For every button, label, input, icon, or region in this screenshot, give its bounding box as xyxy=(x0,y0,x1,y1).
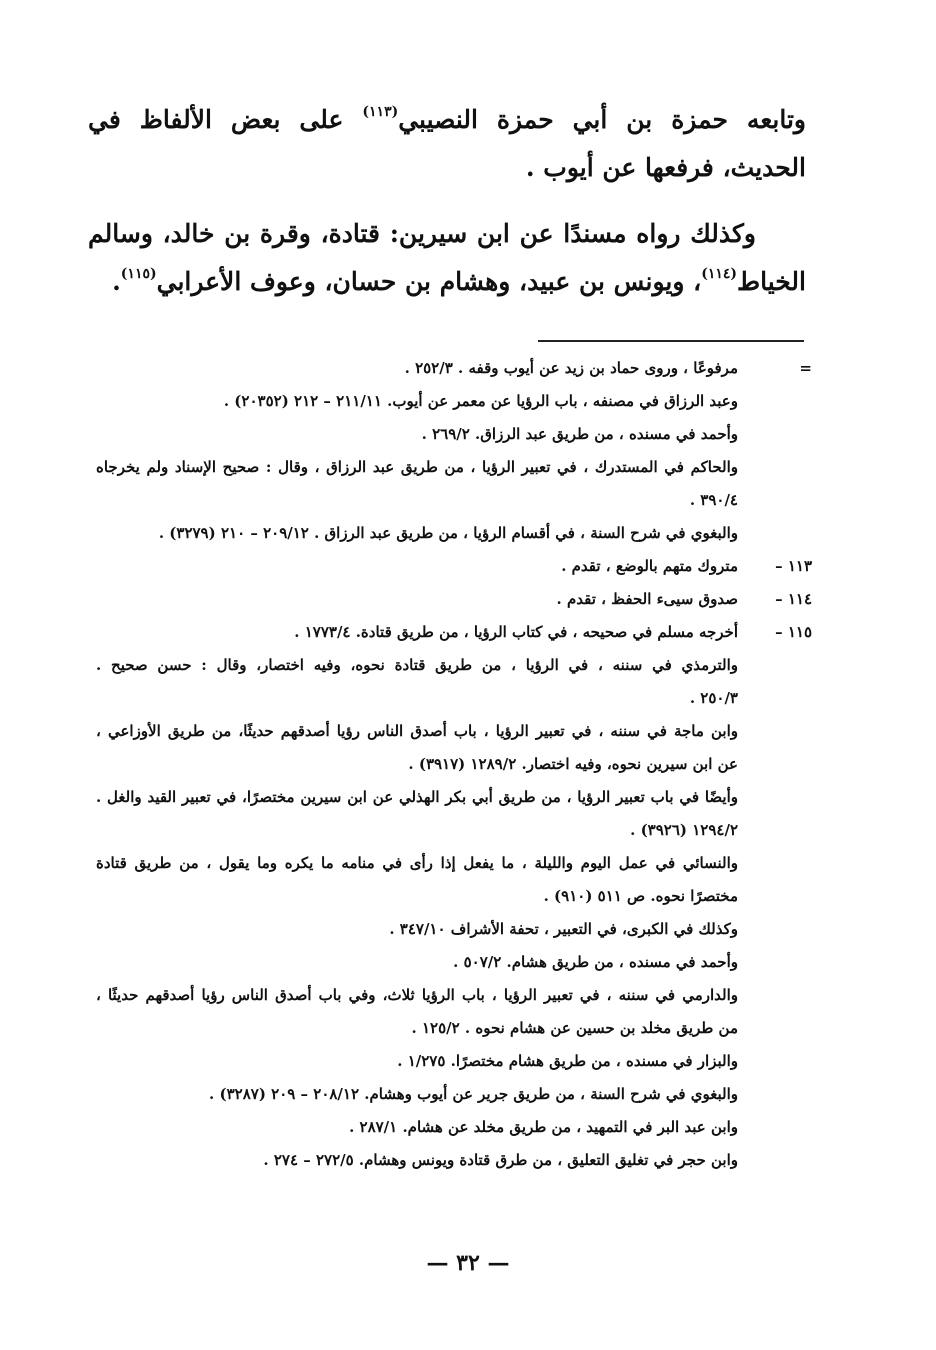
paragraph-2 xyxy=(88,210,806,306)
footnote-line xyxy=(96,1111,812,1144)
footnote-line xyxy=(96,814,812,847)
footnote-text: وابن حجر في تغليق التعليق ، من طرق قتادة ويونس وهشام. ٢٧٢/٥ – ٢٧٤ . xyxy=(263,1151,738,1169)
footnote-text: والبغوي في شرح السنة ، من طريق جرير عن أيوب وهشام. ٢٠٨/١٢ – ٢٠٩ (٣٢٨٧) . xyxy=(209,1085,738,1103)
footnote-line xyxy=(96,1144,812,1177)
paragraph-1 xyxy=(88,96,806,192)
footnote-text: والبغوي في شرح السنة ، في أقسام الرؤيا ، من طريق عبد الرزاق . ٢٠٩/١٢ – ٢١٠ (٣٢٧٩) . xyxy=(158,524,738,542)
footnote-text: مختصرًا نحوه. ص ٥١١ (٩١٠) . xyxy=(543,887,738,905)
footnote-line xyxy=(96,781,812,814)
footnote-text: ٢٥٠/٣ . xyxy=(689,689,738,707)
footnote-text: وأحمد في مسنده ، من طريق هشام. ٥٠٧/٢ . xyxy=(453,953,738,971)
footnote-line xyxy=(96,352,812,385)
footnote-text: مرفوعًا ، وروى حماد بن زيد عن أيوب وقفه . ٢٥٢/٣ . xyxy=(404,359,738,377)
footnote-ref-113: (١١٣) xyxy=(362,104,399,120)
footnote-separator xyxy=(538,340,804,342)
footnote-text: والحاكم في المستدرك ، في تعبير الرؤيا ، من طريق عبد الرزاق ، وقال : صحيح الإسناد ولم يخرجاه xyxy=(96,458,738,476)
footnote-line xyxy=(96,748,812,781)
footnote-line xyxy=(96,550,812,583)
paragraph-2-text-b: ، ويونس بن عبيد، وهشام بن حسان، وعوف الأعرابي xyxy=(156,267,702,296)
footnote-line xyxy=(96,1012,812,1045)
footnote-line xyxy=(96,649,812,682)
footnote-text: والنسائي في عمل اليوم والليلة ، ما يفعل إذا رأى في منامه ما يكره وما يقول ، من طريق قتادة xyxy=(96,854,738,872)
footnote-line xyxy=(96,913,812,946)
footnotes xyxy=(96,352,812,1177)
footnote-ref-115: (١١٥) xyxy=(120,266,157,282)
footnote-line xyxy=(96,451,812,484)
footnote-text: متروك متهم بالوضع ، تقدم . xyxy=(561,557,738,575)
footnote-line xyxy=(96,385,812,418)
footnote-number: ١١٥ – xyxy=(775,623,812,641)
footnote-line xyxy=(96,1045,812,1078)
page-number: — ٣٢ — xyxy=(426,1250,510,1276)
footnote-line xyxy=(96,946,812,979)
main-text xyxy=(88,96,806,324)
footnote-text: ١٢٩٤/٢ (٣٩٢٦) . xyxy=(630,821,738,839)
footnote-text: وكذلك في الكبرى، في التعبير ، تحفة الأشراف ٣٤٧/١٠ . xyxy=(389,920,738,938)
footnote-ref-114: (١١٤) xyxy=(701,266,738,282)
paragraph-1-text-a: وتابعه حمزة بن أبي حمزة النصيبي xyxy=(398,105,806,134)
footnote-text: والترمذي في سننه ، في الرؤيا ، من طريق قتادة نحوه، وفيه اختصار، وقال : حسن صحيح . xyxy=(96,656,738,674)
footnote-text: صدوق سيىء الحفظ ، تقدم . xyxy=(556,590,738,608)
footnote-line xyxy=(96,418,812,451)
footnote-text: وعبد الرزاق في مصنفه ، باب الرؤيا عن معمر عن أيوب. ٢١١/١١ – ٢١٢ (٢٠٣٥٢) . xyxy=(223,392,738,410)
footnote-line xyxy=(96,682,812,715)
footnote-line xyxy=(96,847,812,880)
footnote-number: ١١٣ – xyxy=(775,557,812,575)
footnote-text: والبزار في مسنده ، من طريق هشام مختصرًا. ١/٢٧٥ . xyxy=(397,1052,738,1070)
footnote-text: أخرجه مسلم في صحيحه ، في كتاب الرؤيا ، من طريق قتادة. ١٧٧٣/٤ . xyxy=(294,623,738,641)
footnote-number: = xyxy=(799,359,812,377)
footnote-line xyxy=(96,616,812,649)
paragraph-2-text-c: . xyxy=(112,267,121,296)
footnote-number: ١١٤ – xyxy=(775,590,812,608)
footnote-text: ٣٩٠/٤ . xyxy=(689,491,738,509)
footnote-line xyxy=(96,484,812,517)
paragraph-2-text-a: وكذلك رواه مسندًا عن ابن سيرين: قتادة، وقرة بن خالد، وسالم الخياط xyxy=(88,219,806,296)
footnote-text: من طريق مخلد بن حسين عن هشام نحوه . ١٢٥/٢ . xyxy=(411,1019,738,1037)
footnote-line xyxy=(96,979,812,1012)
footnote-line xyxy=(96,1078,812,1111)
footnote-line xyxy=(96,715,812,748)
footnote-text: وأيضًا في باب تعبير الرؤيا ، من طريق أبي بكر الهذلي عن ابن سيرين مختصرًا، في تعبير القيد والغل . xyxy=(96,788,738,806)
footnote-line xyxy=(96,880,812,913)
footnote-line xyxy=(96,517,812,550)
paragraph-1-text-b: على بعض الألفاظ في الحديث، فرفعها عن أيوب . xyxy=(88,105,806,182)
footnote-text: عن ابن سيرين نحوه، وفيه اختصار. ١٢٨٩/٢ (٣٩١٧) . xyxy=(408,755,738,773)
footnote-text: وابن ماجة في سننه ، في تعبير الرؤيا ، باب أصدق الناس رؤيا أصدقهم حديثًا، من طريق الأوزاعي ، xyxy=(96,722,738,740)
footnote-text: وأحمد في مسنده ، من طريق عبد الرزاق. ٢٦٩/٢ . xyxy=(421,425,738,443)
footnote-text: والدارمي في سننه ، في تعبير الرؤيا ، باب الرؤيا ثلاث، وفي باب أصدق الناس رؤيا أصدقهم حديثًا ، xyxy=(96,986,738,1004)
footnote-line xyxy=(96,583,812,616)
footnote-text: وابن عبد البر في التمهيد ، من طريق مخلد عن هشام. ٢٨٧/١ . xyxy=(349,1118,738,1136)
